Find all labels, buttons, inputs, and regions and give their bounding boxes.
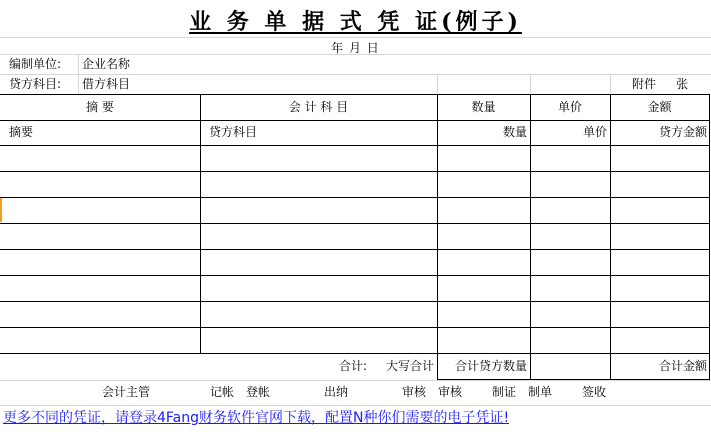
subheader-credit-account: 贷方科目 <box>209 125 258 139</box>
sig-prepared: 制证 <box>492 385 517 399</box>
gridline <box>530 74 531 94</box>
subheader-summary: 摘要 <box>9 125 34 139</box>
gridline <box>0 405 711 406</box>
header-accounts: 会 计 科 目 <box>288 100 349 114</box>
sig-posting: 登帐 <box>246 385 271 399</box>
unit-label: 编制单位: <box>9 57 62 71</box>
sig-maker: 制单 <box>528 385 553 399</box>
sig-audit: 审核 <box>438 385 463 399</box>
debit-account-value[interactable]: 借方科目 <box>82 77 131 91</box>
table-border <box>0 223 710 224</box>
credit-quantity-total: 合计贷方数量 <box>455 359 528 373</box>
header-summary: 摘 要 <box>86 100 114 114</box>
sig-cashier: 出纳 <box>324 385 349 399</box>
sig-receipt: 签收 <box>582 385 607 399</box>
header-quantity: 数量 <box>471 100 496 114</box>
table-border <box>0 327 710 328</box>
header-amount: 金额 <box>647 100 672 114</box>
subheader-quantity: 数量 <box>502 125 527 139</box>
download-link[interactable]: 更多不同的凭证，请登录4Fang财务软件官网下载，配置N种你们需要的电子凭证! <box>3 410 510 426</box>
table-border <box>200 94 201 353</box>
header-unit-price: 单价 <box>557 100 582 114</box>
amount-total: 合计金额 <box>658 359 707 373</box>
table-border <box>0 145 710 146</box>
capital-total: 大写合计 <box>386 359 435 373</box>
gridline <box>78 54 79 94</box>
sig-review: 审核 <box>402 385 427 399</box>
sig-supervisor: 会计主管 <box>102 385 151 399</box>
table-border <box>0 301 710 302</box>
table-border <box>0 94 710 95</box>
unit-value[interactable]: 企业名称 <box>82 57 131 71</box>
subheader-unit-price: 单价 <box>582 125 607 139</box>
row-marker <box>0 198 2 222</box>
voucher-title: 业 务 单 据 式 凭 证(例子) <box>189 9 522 35</box>
table-border <box>0 353 710 354</box>
date-line: 年 月 日 <box>331 41 380 55</box>
gridline <box>610 74 611 94</box>
total-label: 合计: <box>339 359 368 373</box>
gridline <box>437 74 438 94</box>
credit-account-label: 贷方科目: <box>9 77 62 91</box>
table-border <box>0 275 710 276</box>
attachment-unit: 张 <box>676 77 689 91</box>
attachment-label: 附件 <box>632 77 657 91</box>
sig-bookkeeping: 记帐 <box>210 385 235 399</box>
subheader-credit-amount: 贷方金额 <box>658 125 707 139</box>
table-border <box>0 171 710 172</box>
table-border <box>0 197 710 198</box>
table-border <box>0 249 710 250</box>
table-border <box>709 94 710 379</box>
table-border <box>437 379 710 380</box>
gridline <box>0 37 711 38</box>
